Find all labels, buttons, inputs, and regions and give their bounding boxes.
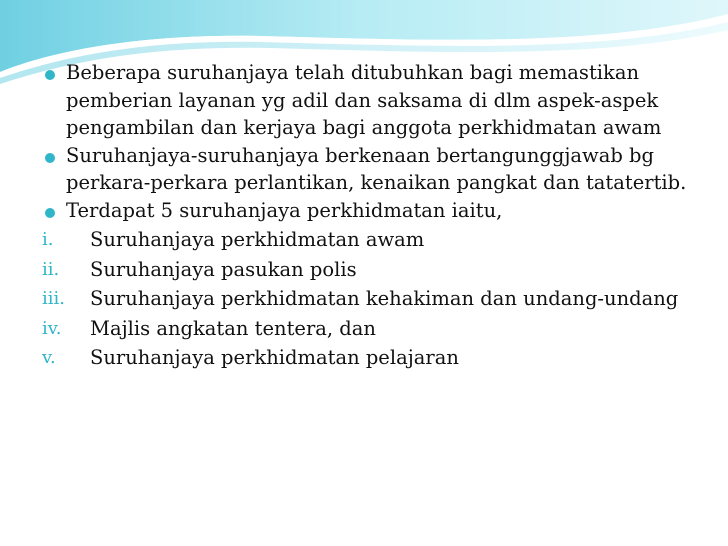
bullet-item <box>0 142 728 197</box>
numbered-text: Suruhanjaya perkhidmatan awam <box>90 228 425 251</box>
numbered-text: Suruhanjaya pasukan polis <box>90 257 357 281</box>
numbered-text: Suruhanjaya perkhidmatan pelajaran <box>90 346 459 369</box>
bullet-dot-icon <box>45 153 55 163</box>
list-numeral: iii. <box>42 288 65 309</box>
numbered-item <box>0 285 728 313</box>
numbered-item <box>0 344 728 372</box>
numbered-item <box>0 256 728 284</box>
numbered-item <box>0 226 728 254</box>
bullet-item <box>0 59 728 142</box>
list-numeral: i. <box>42 229 54 250</box>
slide-body <box>0 59 728 372</box>
bullet-dot-icon <box>45 70 55 80</box>
numbered-text: Suruhanjaya perkhidmatan kehakiman dan undang-undang <box>90 287 679 310</box>
bullet-text: Suruhanjaya-suruhanjaya berkenaan bertangunggjawab bg perkara-perkara perlantikan, kenaikan pangkat dan tatatertib. <box>66 143 687 194</box>
list-numeral: iv. <box>42 317 62 339</box>
bullet-text: Terdapat 5 suruhanjaya perkhidmatan iaitu, <box>66 198 503 222</box>
numbered-text: Majlis angkatan tentera, dan <box>90 316 376 340</box>
bullet-item <box>0 197 728 225</box>
numbered-item <box>0 315 728 343</box>
bullet-text: Beberapa suruhanjaya telah ditubuhkan bagi memastikan pemberian layanan yg adil dan saksama di dlm aspek-aspek pengambilan dan kerjaya bagi anggota perkhidmatan awam <box>66 61 662 139</box>
list-numeral: ii. <box>42 258 60 280</box>
bullet-dot-icon <box>45 208 55 218</box>
list-numeral: v. <box>42 347 56 368</box>
